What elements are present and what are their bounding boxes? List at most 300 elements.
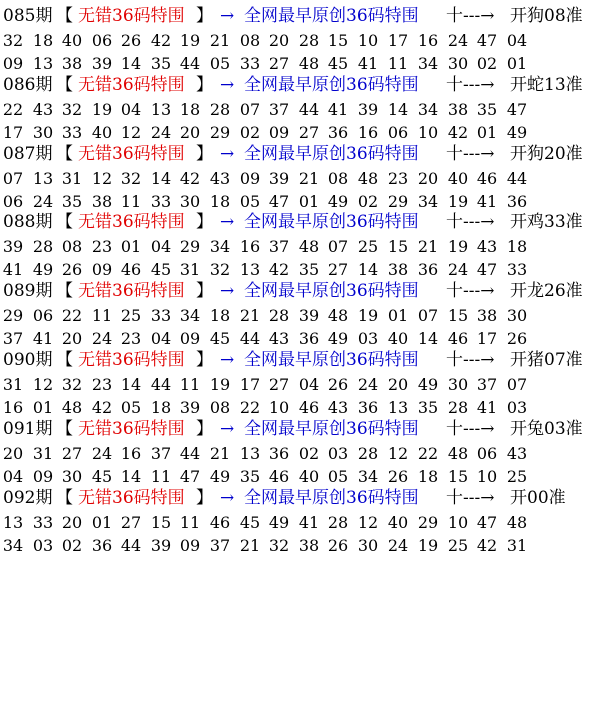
number-cell: 10: [476, 466, 498, 486]
number-cell: 49: [327, 329, 349, 349]
number-row: [0, 235, 595, 258]
number-cell: 19: [209, 375, 231, 394]
number-cell: 14: [387, 99, 409, 119]
number-cell: 18: [150, 398, 172, 417]
number-cell: 43: [327, 398, 349, 417]
number-cell: 32: [209, 260, 231, 280]
period-label: 090期: [3, 350, 53, 370]
number-cell: 44: [179, 54, 201, 73]
number-cell: 07: [417, 306, 439, 326]
number-cell: 11: [150, 466, 172, 486]
number-cell: 42: [91, 398, 113, 417]
number-cell: 39: [2, 237, 24, 257]
number-cell: 06: [476, 443, 498, 463]
number-cell: 32: [120, 168, 142, 188]
right-bracket: 】: [196, 350, 213, 370]
period-block: [0, 279, 595, 350]
number-cell: 25: [447, 535, 469, 555]
period-header: [0, 486, 595, 511]
number-cell: 03: [357, 329, 379, 349]
number-cell: 08: [209, 398, 231, 417]
number-cell: 18: [506, 237, 528, 257]
number-row: [0, 190, 595, 213]
number-cell: 27: [61, 443, 83, 463]
number-cell: 42: [476, 535, 498, 555]
number-cell: 04: [506, 31, 528, 50]
period-block: [0, 348, 595, 419]
number-cell: 14: [120, 466, 142, 486]
red-title: 无错36码特围: [78, 74, 185, 95]
number-cell: 11: [120, 191, 142, 211]
number-cell: 13: [150, 99, 172, 119]
number-cell: 17: [239, 375, 261, 394]
number-cell: 31: [32, 443, 54, 463]
number-cell: 09: [179, 329, 201, 349]
number-cell: 35: [417, 398, 439, 417]
number-cell: 28: [209, 99, 231, 119]
result-label: 开龙26准: [510, 281, 583, 302]
period-header: [0, 417, 595, 442]
number-cell: 21: [298, 168, 320, 188]
number-cell: 07: [327, 237, 349, 257]
number-cell: 11: [91, 306, 113, 326]
number-cell: 48: [506, 512, 528, 532]
number-cell: 29: [387, 191, 409, 211]
number-cell: 13: [32, 54, 54, 73]
period-header: [0, 279, 595, 304]
number-row: [0, 167, 595, 190]
number-cell: 36: [506, 191, 528, 211]
number-cell: 15: [327, 31, 349, 50]
arrow-glyph: →: [220, 418, 235, 439]
number-cell: 22: [2, 99, 24, 119]
number-row: [0, 258, 595, 281]
number-cell: 33: [32, 512, 54, 532]
number-cell: 23: [91, 375, 113, 394]
number-cell: 12: [357, 512, 379, 532]
number-cell: 49: [32, 260, 54, 280]
number-row: [0, 373, 595, 396]
number-cell: 49: [327, 191, 349, 211]
right-bracket: 】: [196, 281, 213, 302]
number-cell: 29: [417, 512, 439, 532]
period-label: 085期: [3, 6, 53, 26]
number-cell: 09: [32, 466, 54, 486]
result-label: 开蛇13准: [510, 74, 583, 95]
dash-arrow: 十---→: [446, 350, 495, 370]
number-cell: 43: [268, 329, 290, 349]
number-cell: 46: [209, 512, 231, 532]
number-cell: 16: [357, 122, 379, 142]
number-cell: 09: [239, 168, 261, 188]
number-cell: 03: [506, 398, 528, 417]
number-cell: 30: [61, 466, 83, 486]
number-cell: 37: [476, 375, 498, 394]
number-cell: 17: [2, 122, 24, 142]
number-cell: 01: [298, 191, 320, 211]
number-cell: 20: [417, 168, 439, 188]
number-cell: 43: [476, 237, 498, 257]
number-cell: 02: [476, 54, 498, 73]
number-cell: 20: [61, 329, 83, 349]
number-cell: 01: [506, 54, 528, 73]
number-cell: 40: [447, 168, 469, 188]
number-cell: 37: [268, 99, 290, 119]
number-cell: 04: [120, 99, 142, 119]
number-cell: 17: [476, 329, 498, 349]
number-cell: 11: [179, 375, 201, 394]
number-cell: 01: [32, 398, 54, 417]
dash-arrow: 十---→: [446, 6, 495, 26]
arrow-glyph: →: [220, 212, 235, 233]
blue-slogan: 全网最早原创36码特围: [244, 143, 419, 164]
number-cell: 46: [476, 168, 498, 188]
number-cell: 47: [506, 99, 528, 119]
right-bracket: 】: [196, 212, 213, 233]
number-cell: 05: [120, 398, 142, 417]
right-bracket: 】: [196, 418, 213, 439]
number-cell: 24: [91, 329, 113, 349]
number-cell: 08: [327, 168, 349, 188]
number-cell: 08: [239, 31, 261, 50]
number-cell: 02: [239, 122, 261, 142]
number-row: [0, 465, 595, 488]
period-label: 088期: [3, 212, 53, 233]
period-block: [0, 486, 595, 557]
number-cell: 12: [387, 443, 409, 463]
result-label: 开兔03准: [510, 418, 583, 439]
number-cell: 30: [506, 306, 528, 326]
number-cell: 10: [417, 122, 439, 142]
number-cell: 35: [150, 54, 172, 73]
number-cell: 41: [2, 260, 24, 280]
dash-arrow: 十---→: [446, 74, 495, 95]
number-cell: 01: [91, 512, 113, 532]
number-cell: 02: [357, 191, 379, 211]
number-cell: 13: [239, 260, 261, 280]
number-cell: 30: [357, 535, 379, 555]
number-cell: 45: [239, 512, 261, 532]
number-cell: 36: [268, 443, 290, 463]
number-cell: 32: [268, 535, 290, 555]
number-cell: 47: [179, 466, 201, 486]
number-cell: 20: [61, 512, 83, 532]
period-label: 086期: [3, 74, 53, 95]
number-cell: 34: [2, 535, 24, 555]
number-row: [0, 29, 595, 52]
number-cell: 17: [387, 31, 409, 50]
number-cell: 13: [239, 443, 261, 463]
number-row: [0, 396, 595, 419]
number-cell: 24: [91, 443, 113, 463]
red-title: 无错36码特围: [78, 487, 185, 508]
number-cell: 20: [268, 31, 290, 50]
number-cell: 11: [179, 512, 201, 532]
number-row: [0, 52, 595, 75]
period-block: [0, 73, 595, 144]
red-title: 无错36码特围: [78, 212, 185, 233]
number-cell: 29: [179, 237, 201, 257]
number-cell: 19: [417, 535, 439, 555]
number-cell: 16: [2, 398, 24, 417]
number-cell: 13: [32, 168, 54, 188]
number-cell: 41: [298, 512, 320, 532]
red-title: 无错36码特围: [78, 281, 185, 302]
number-cell: 44: [120, 535, 142, 555]
number-cell: 34: [417, 99, 439, 119]
arrow-glyph: →: [220, 487, 235, 508]
number-cell: 02: [61, 535, 83, 555]
number-cell: 34: [209, 237, 231, 257]
number-cell: 20: [387, 375, 409, 394]
number-cell: 21: [209, 443, 231, 463]
dash-arrow: 十---→: [446, 418, 495, 439]
number-cell: 39: [91, 54, 113, 73]
period-label: 087期: [3, 143, 53, 164]
period-label: 089期: [3, 281, 53, 302]
number-cell: 39: [179, 398, 201, 417]
number-cell: 21: [239, 306, 261, 326]
red-title: 无错36码特围: [78, 6, 185, 26]
number-cell: 40: [387, 329, 409, 349]
number-cell: 10: [357, 31, 379, 50]
number-cell: 49: [417, 375, 439, 394]
number-cell: 44: [506, 168, 528, 188]
number-cell: 46: [298, 398, 320, 417]
blue-slogan: 全网最早原创36码特围: [244, 281, 419, 302]
number-cell: 26: [327, 535, 349, 555]
number-cell: 39: [150, 535, 172, 555]
right-bracket: 】: [196, 143, 213, 164]
number-cell: 20: [2, 443, 24, 463]
number-cell: 07: [506, 375, 528, 394]
number-cell: 23: [91, 237, 113, 257]
number-cell: 38: [447, 99, 469, 119]
left-bracket: 【: [56, 74, 73, 95]
period-label: 092期: [3, 487, 53, 508]
number-cell: 16: [417, 31, 439, 50]
number-cell: 40: [387, 512, 409, 532]
number-cell: 05: [239, 191, 261, 211]
number-cell: 06: [32, 306, 54, 326]
number-cell: 18: [417, 466, 439, 486]
number-cell: 44: [239, 329, 261, 349]
number-cell: 19: [91, 99, 113, 119]
number-cell: 34: [357, 466, 379, 486]
dash-arrow: 十---→: [446, 281, 495, 302]
red-title: 无错36码特围: [78, 418, 185, 439]
number-cell: 25: [357, 237, 379, 257]
result-label: 开鸡33准: [510, 212, 583, 233]
number-cell: 48: [357, 168, 379, 188]
period-block: [0, 4, 595, 75]
number-cell: 46: [268, 466, 290, 486]
number-cell: 15: [387, 237, 409, 257]
blue-slogan: 全网最早原创36码特围: [244, 418, 419, 439]
number-cell: 06: [2, 191, 24, 211]
number-cell: 47: [476, 512, 498, 532]
number-cell: 34: [417, 191, 439, 211]
number-cell: 47: [268, 191, 290, 211]
number-cell: 34: [417, 54, 439, 73]
period-block: [0, 210, 595, 281]
period-header: [0, 348, 595, 373]
arrow-glyph: →: [220, 350, 235, 370]
number-cell: 44: [150, 375, 172, 394]
number-cell: 25: [506, 466, 528, 486]
number-cell: 40: [91, 122, 113, 142]
number-cell: 19: [447, 237, 469, 257]
number-cell: 41: [476, 398, 498, 417]
number-cell: 41: [357, 54, 379, 73]
number-cell: 42: [150, 31, 172, 50]
right-bracket: 】: [196, 74, 213, 95]
number-cell: 41: [476, 191, 498, 211]
number-cell: 40: [298, 466, 320, 486]
right-bracket: 】: [196, 487, 213, 508]
number-cell: 15: [447, 466, 469, 486]
number-cell: 38: [298, 535, 320, 555]
period-block: [0, 142, 595, 213]
number-cell: 48: [298, 54, 320, 73]
number-cell: 38: [91, 191, 113, 211]
number-cell: 24: [447, 31, 469, 50]
number-cell: 24: [150, 122, 172, 142]
number-cell: 36: [327, 122, 349, 142]
number-cell: 28: [357, 443, 379, 463]
number-cell: 30: [447, 375, 469, 394]
right-bracket: 】: [196, 6, 213, 26]
number-cell: 48: [447, 443, 469, 463]
result-label: 开狗08准: [510, 6, 583, 26]
number-cell: 18: [209, 191, 231, 211]
number-cell: 48: [298, 237, 320, 257]
number-cell: 24: [447, 260, 469, 280]
number-cell: 39: [298, 306, 320, 326]
period-header: [0, 73, 595, 98]
number-cell: 43: [32, 99, 54, 119]
period-header: [0, 142, 595, 167]
number-cell: 13: [2, 512, 24, 532]
number-cell: 42: [179, 168, 201, 188]
blue-slogan: 全网最早原创36码特围: [244, 6, 419, 26]
number-cell: 27: [327, 260, 349, 280]
number-cell: 25: [120, 306, 142, 326]
number-cell: 49: [209, 466, 231, 486]
left-bracket: 【: [56, 487, 73, 508]
number-cell: 14: [417, 329, 439, 349]
number-cell: 32: [2, 31, 24, 50]
number-cell: 34: [179, 306, 201, 326]
number-cell: 18: [179, 99, 201, 119]
left-bracket: 【: [56, 281, 73, 302]
number-cell: 01: [120, 237, 142, 257]
number-cell: 24: [32, 191, 54, 211]
left-bracket: 【: [56, 212, 73, 233]
number-cell: 04: [298, 375, 320, 394]
number-cell: 42: [268, 260, 290, 280]
number-cell: 49: [268, 512, 290, 532]
number-cell: 41: [32, 329, 54, 349]
number-cell: 43: [209, 168, 231, 188]
blue-slogan: 全网最早原创36码特围: [244, 350, 419, 370]
period-label: 091期: [3, 418, 53, 439]
number-cell: 22: [417, 443, 439, 463]
number-cell: 02: [298, 443, 320, 463]
number-cell: 31: [2, 375, 24, 394]
number-cell: 48: [327, 306, 349, 326]
left-bracket: 【: [56, 6, 73, 26]
number-cell: 32: [61, 99, 83, 119]
result-label: 开猪07准: [510, 350, 583, 370]
result-label: 开狗20准: [510, 143, 583, 164]
number-cell: 19: [447, 191, 469, 211]
number-cell: 33: [239, 54, 261, 73]
number-cell: 26: [387, 466, 409, 486]
number-cell: 31: [506, 535, 528, 555]
number-cell: 04: [2, 466, 24, 486]
number-row: [0, 327, 595, 350]
number-row: [0, 511, 595, 534]
number-cell: 42: [447, 122, 469, 142]
period-header: [0, 4, 595, 29]
number-cell: 23: [387, 168, 409, 188]
blue-slogan: 全网最早原创36码特围: [244, 487, 419, 508]
number-cell: 35: [61, 191, 83, 211]
number-cell: 28: [298, 31, 320, 50]
number-cell: 21: [239, 535, 261, 555]
number-cell: 09: [2, 54, 24, 73]
number-cell: 26: [61, 260, 83, 280]
number-cell: 33: [506, 260, 528, 280]
number-cell: 38: [61, 54, 83, 73]
number-cell: 04: [150, 237, 172, 257]
number-cell: 43: [506, 443, 528, 463]
number-cell: 03: [327, 443, 349, 463]
number-cell: 12: [32, 375, 54, 394]
number-cell: 07: [2, 168, 24, 188]
number-cell: 15: [447, 306, 469, 326]
number-cell: 37: [2, 329, 24, 349]
number-cell: 31: [179, 260, 201, 280]
number-cell: 48: [61, 398, 83, 417]
number-cell: 37: [209, 535, 231, 555]
number-cell: 12: [91, 168, 113, 188]
number-cell: 18: [209, 306, 231, 326]
number-cell: 30: [32, 122, 54, 142]
blue-slogan: 全网最早原创36码特围: [244, 74, 419, 95]
number-cell: 09: [268, 122, 290, 142]
number-cell: 30: [179, 191, 201, 211]
dash-arrow: 十---→: [446, 487, 495, 508]
number-cell: 27: [120, 512, 142, 532]
number-cell: 20: [179, 122, 201, 142]
number-cell: 14: [120, 375, 142, 394]
number-cell: 37: [268, 237, 290, 257]
arrow-glyph: →: [220, 281, 235, 302]
number-cell: 35: [239, 466, 261, 486]
blue-slogan: 全网最早原创36码特围: [244, 212, 419, 233]
number-cell: 26: [120, 31, 142, 50]
number-cell: 01: [476, 122, 498, 142]
number-cell: 36: [298, 329, 320, 349]
number-cell: 39: [357, 99, 379, 119]
number-cell: 16: [120, 443, 142, 463]
number-cell: 15: [150, 512, 172, 532]
dash-arrow: 十---→: [446, 143, 495, 164]
number-cell: 36: [417, 260, 439, 280]
number-cell: 27: [268, 54, 290, 73]
